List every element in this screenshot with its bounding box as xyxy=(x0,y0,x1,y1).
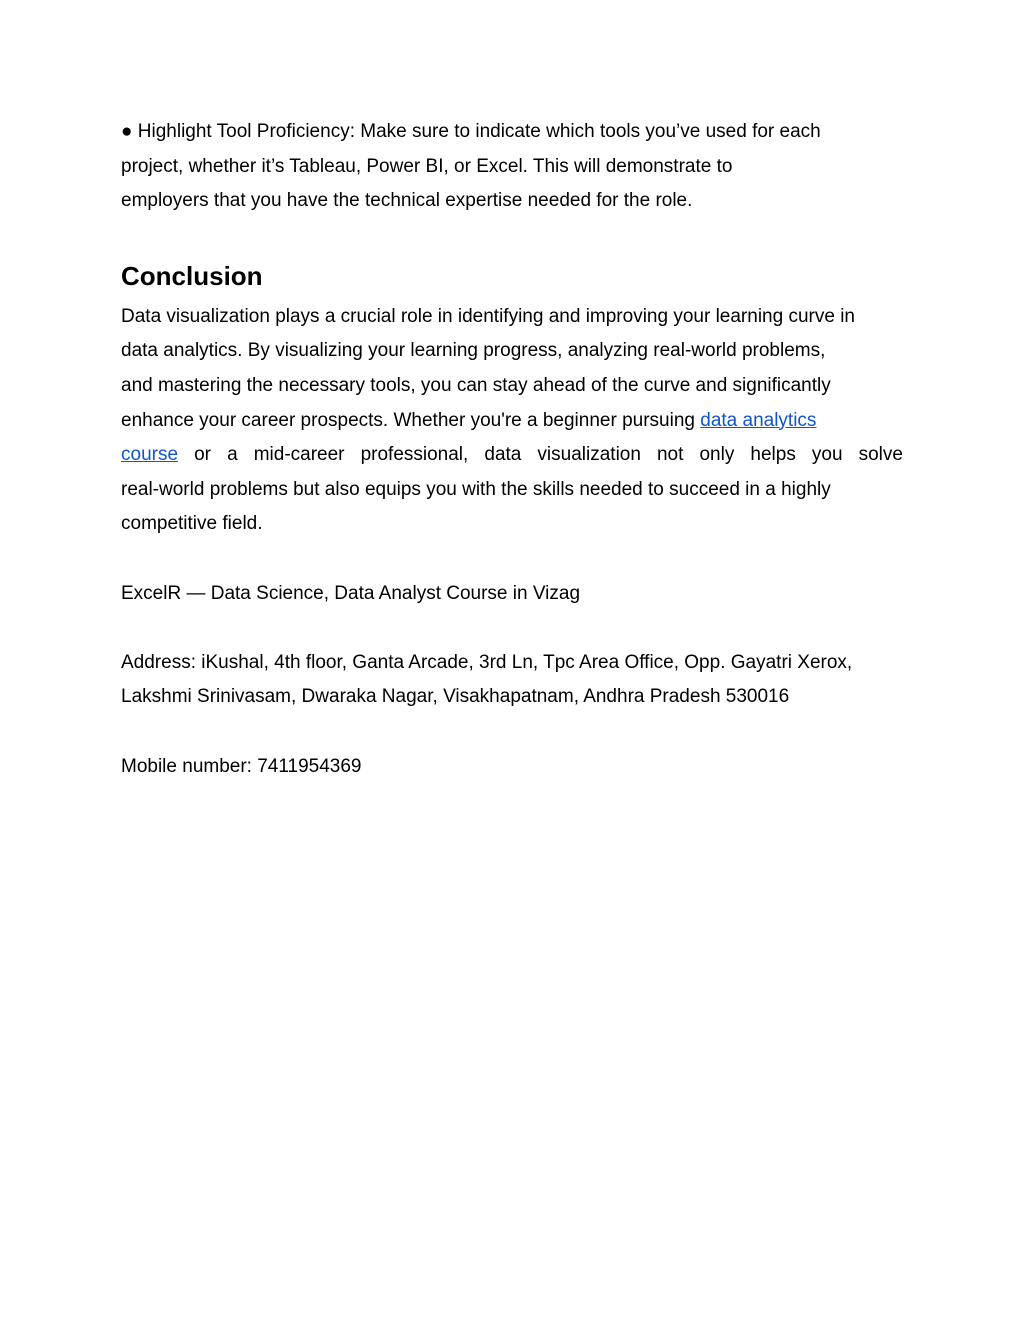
data-analytics-course-link[interactable]: data analytics xyxy=(700,409,817,431)
conclusion-line-2: data analytics. By visualizing your learning progress, analyzing real-world problems, xyxy=(121,340,826,362)
line5-word: helps xyxy=(750,444,796,466)
conclusion-line-6: real-world problems but also equips you with the skills needed to succeed in a highly xyxy=(121,478,831,500)
line5-word: visualization xyxy=(537,444,641,466)
paragraph-spacer xyxy=(121,611,903,646)
paragraph-spacer xyxy=(121,542,903,577)
address-line-2: Lakshmi Srinivasam, Dwaraka Nagar, Visakhapatnam, Andhra Pradesh 530016 xyxy=(121,686,790,708)
conclusion-line-5 xyxy=(121,438,903,473)
section-heading-conclusion: Conclusion xyxy=(121,260,263,291)
address-paragraph xyxy=(121,646,903,715)
line5-word: only xyxy=(699,444,735,466)
line5-word: data xyxy=(484,444,522,466)
bullet-text-line-2: project, whether it’s Tableau, Power BI, or Excel. This will demonstrate to xyxy=(121,155,733,177)
line5-word: not xyxy=(656,444,684,466)
line5-word: solve xyxy=(858,444,903,466)
conclusion-line-3: and mastering the necessary tools, you can stay ahead of the curve and significantly xyxy=(121,374,831,396)
document-content xyxy=(121,115,903,784)
conclusion-line-1: Data visualization plays a crucial role in identifying and improving your learning curve in xyxy=(121,305,855,327)
address-line-1: Address: iKushal, 4th floor, Ganta Arcade, 3rd Ln, Tpc Area Office, Opp. Gayatri Xerox, xyxy=(121,651,853,673)
company-line: ExcelR — Data Science, Data Analyst Course in Vizag xyxy=(121,582,581,604)
bullet-line-1 xyxy=(121,115,903,150)
conclusion-paragraph xyxy=(121,300,903,542)
bullet-text-line-3: employers that you have the technical expertise needed for the role. xyxy=(121,190,693,212)
line5-word: you xyxy=(811,444,843,466)
paragraph-spacer xyxy=(121,715,903,750)
line5-word: professional, xyxy=(360,444,469,466)
mobile-number: Mobile number: 7411954369 xyxy=(121,755,362,777)
bullet-paragraph xyxy=(121,115,903,219)
conclusion-line-7: competitive field. xyxy=(121,513,263,535)
line5-word: a xyxy=(227,444,238,466)
conclusion-line-4 xyxy=(121,404,903,439)
data-analytics-course-link-continued[interactable]: course xyxy=(121,444,179,466)
line5-word: or xyxy=(194,444,211,466)
bullet-marker: ● xyxy=(121,121,133,142)
line5-word: mid-career xyxy=(253,444,345,466)
conclusion-line-4-text: enhance your career prospects. Whether you're a beginner pursuing xyxy=(121,409,701,431)
bullet-text-line-1: Highlight Tool Proficiency: Make sure to indicate which tools you’ve used for each xyxy=(137,121,821,142)
